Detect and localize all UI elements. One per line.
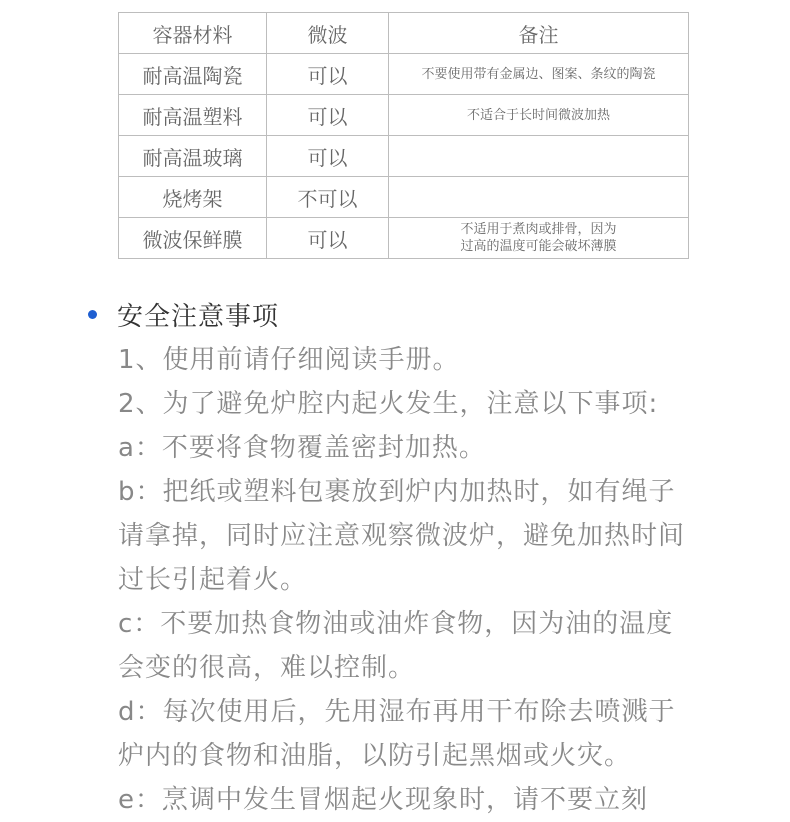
safety-item: 1、使用前请仔细阅读手册。: [118, 345, 460, 375]
bullet-dot-icon: [88, 310, 97, 319]
safety-item: e：烹调中发生冒烟起火现象时，请不要立刻: [118, 785, 648, 815]
table-row: [119, 54, 689, 95]
note-cell: 不要使用带有金属边、图案、条纹的陶瓷: [389, 54, 689, 95]
header-note: 备注: [389, 13, 689, 54]
material-cell: 耐高温塑料: [119, 95, 267, 136]
material-cell: 耐高温陶瓷: [119, 54, 267, 95]
note-cell: [389, 136, 689, 177]
table-row: [119, 177, 689, 218]
material-cell: 耐高温玻璃: [119, 136, 267, 177]
microwave-cell: 可以: [267, 95, 389, 136]
table-row: [119, 95, 689, 136]
material-cell: 烧烤架: [119, 177, 267, 218]
table-row: [119, 218, 689, 259]
section-heading: [88, 296, 728, 332]
note-cell: 不适合于长时间微波加热: [389, 95, 689, 136]
note-line: 过高的温度可能会破坏薄膜: [460, 239, 617, 254]
safety-item: 2、为了避免炉腔内起火发生，注意以下事项:: [118, 389, 659, 419]
table-header-row: [119, 13, 689, 54]
microwave-cell: 可以: [267, 54, 389, 95]
safety-section: [88, 296, 728, 822]
microwave-cell: 可以: [267, 136, 389, 177]
container-material-table: [118, 12, 689, 259]
microwave-cell: 可以: [267, 218, 389, 259]
section-title: 安全注意事项: [117, 301, 280, 332]
header-material: 容器材料: [119, 13, 267, 54]
safety-item: c：不要加热食物油或油炸食物，因为油的温度会变的很高，难以控制。: [118, 609, 674, 683]
safety-item: b：把纸或塑料包裹放到炉内加热时，如有绳子请拿掉，同时应注意观察微波炉，避免加热时间过长引起着火。: [118, 477, 686, 595]
material-cell: 微波保鲜膜: [119, 218, 267, 259]
note-cell: [389, 177, 689, 218]
safety-item: a：不要将食物覆盖密封加热。: [118, 433, 486, 463]
safety-item: d：每次使用后，先用湿布再用干布除去喷溅于炉内的食物和油脂，以防引起黑烟或火灾。: [118, 697, 676, 771]
microwave-cell: 不可以: [267, 177, 389, 218]
safety-body: [118, 338, 698, 822]
note-cell: [389, 218, 689, 259]
note-line: 不适用于煮肉或排骨，因为: [460, 222, 617, 237]
header-microwave: 微波: [267, 13, 389, 54]
table-row: [119, 136, 689, 177]
